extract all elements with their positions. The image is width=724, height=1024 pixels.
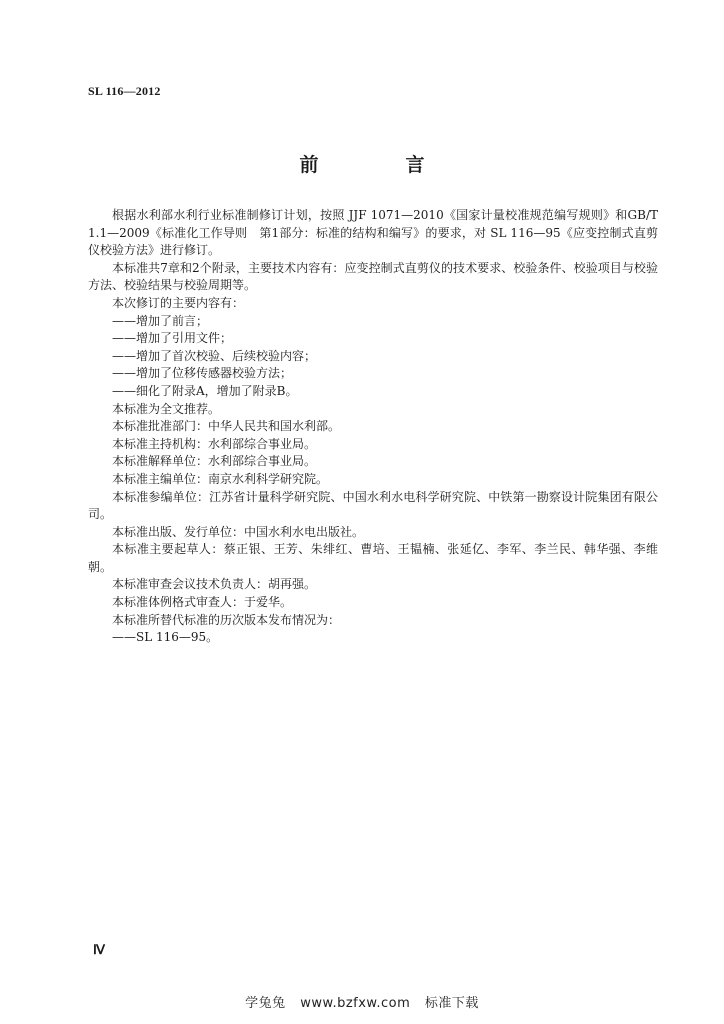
paragraph: 本标准主编单位：南京水利科学研究院。 xyxy=(112,471,329,486)
paragraph: 本标准参编单位：江苏省计量科学研究院、中国水利水电科学研究院、中铁第一勘察设计院集团有限公司。 xyxy=(88,489,658,522)
paragraph: 根据水利部水利行业标准制修订计划，按照 JJF 1071—2010《国家计量校准规范编写规则》和GB/T 1.1—2009《标准化工作导则 第1部分：标准的结构和编写》的要求，对 SL 116—95《应变控制式直剪仪校验方法》进行修订。 xyxy=(88,208,658,258)
paragraph: 本标准审查会议技术负责人：胡再强。 xyxy=(112,577,317,592)
paragraph: 本标准解释单位：水利部综合事业局。 xyxy=(112,454,317,469)
list-item: ——增加了首次校验、后续校验内容； xyxy=(112,348,317,363)
foreword-body xyxy=(88,207,658,647)
paragraph: 本次修订的主要内容有： xyxy=(112,295,245,310)
paragraph: 本标准出版、发行单位：中国水利水电出版社。 xyxy=(112,524,365,539)
list-item: ——增加了引用文件； xyxy=(112,331,233,346)
list-item: ——SL 116—95。 xyxy=(112,630,219,645)
footer-tagline: 标准下载 xyxy=(424,996,479,1011)
paragraph: 本标准共7章和2个附录，主要技术内容有：应变控制式直剪仪的技术要求、校验条件、校验项目与校验方法、校验结果与校验周期等。 xyxy=(88,260,658,293)
list-item: ——细化了附录A，增加了附录B。 xyxy=(112,383,298,398)
paragraph: 本标准所替代标准的历次版本发布情况为： xyxy=(112,612,341,627)
footer xyxy=(0,992,724,1011)
paragraph: 本标准主要起草人：蔡正银、王芳、朱绯红、曹培、王韫楠、张延亿、李军、李兰民、韩华强、李维朝。 xyxy=(88,542,658,574)
list-item: ——增加了位移传感器校验方法； xyxy=(112,366,293,381)
footer-site-name: 学兔兔 xyxy=(245,996,286,1011)
paragraph: 本标准批准部门：中华人民共和国水利部。 xyxy=(112,419,341,434)
page-number: Ⅳ xyxy=(93,942,105,957)
page-title: 前 言 xyxy=(299,154,459,176)
paragraph: 本标准为全文推荐。 xyxy=(112,401,221,416)
footer-url[interactable]: www.bzfxw.com xyxy=(300,996,411,1011)
standard-code: SL 116—2012 xyxy=(88,84,161,98)
paragraph: 本标准体例格式审查人：于爱华。 xyxy=(112,595,293,610)
list-item: ——增加了前言； xyxy=(112,313,209,328)
paragraph: 本标准主持机构：水利部综合事业局。 xyxy=(112,436,317,451)
